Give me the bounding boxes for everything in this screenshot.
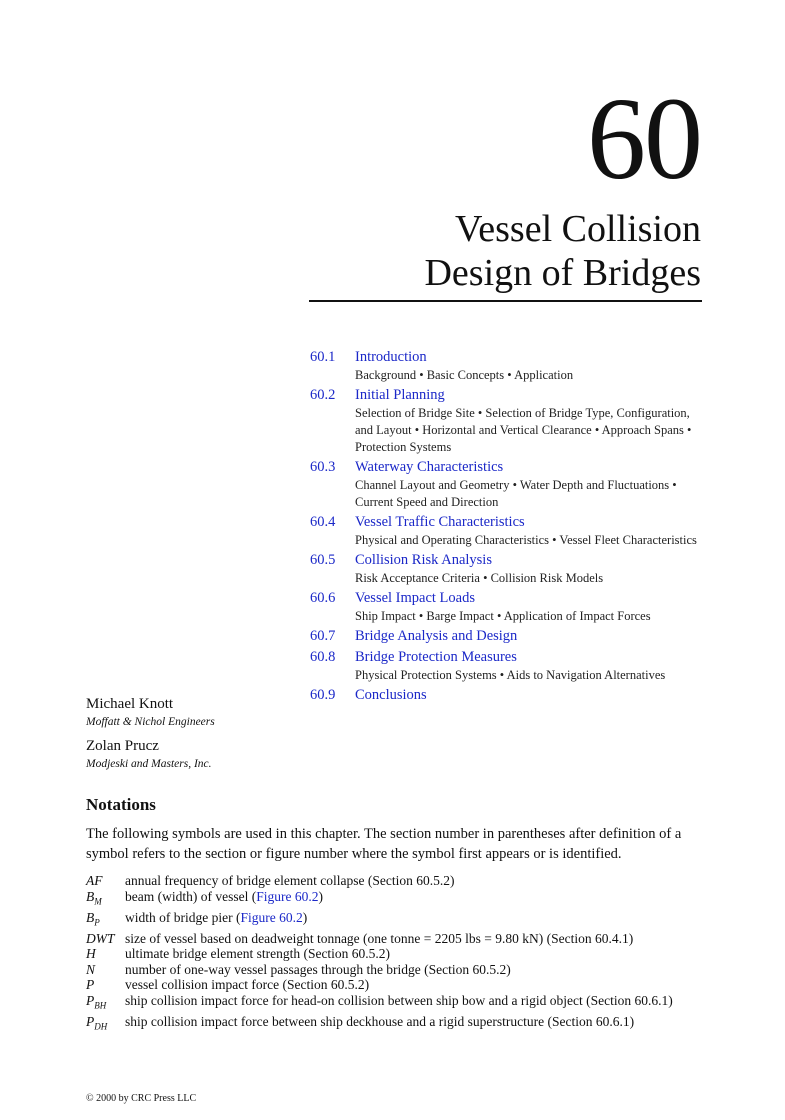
toc-entry-60-8 — [310, 648, 710, 684]
author-affiliation: Modjeski and Masters, Inc. — [86, 758, 212, 770]
toc-entry-60-6 — [310, 589, 710, 625]
chapter-title — [424, 207, 701, 295]
figure-link[interactable]: Figure 60.2 — [240, 909, 303, 925]
toc-entry-60-4 — [310, 513, 710, 549]
toc-number: 60.5 — [310, 552, 336, 568]
toc-number: 60.8 — [310, 649, 336, 665]
author-name: Zolan Prucz — [86, 738, 159, 754]
toc-subtopics: Ship Impact • Barge Impact • Application of Impact Forces — [355, 609, 651, 623]
notation-definition: annual frequency of bridge element collapse (Section 60.5.2) — [125, 873, 455, 888]
notation-row — [86, 910, 673, 931]
notation-row — [86, 889, 673, 910]
chapter-title-line-2: Design of Bridges — [424, 252, 701, 294]
toc-link-bridge-analysis[interactable]: Bridge Analysis and Design — [355, 628, 518, 644]
notation-row — [86, 931, 673, 947]
chapter-title-line-1: Vessel Collision — [455, 208, 701, 250]
toc-subtopics: Background • Basic Concepts • Application — [355, 368, 574, 382]
notation-definition: ultimate bridge element strength (Section 60.5.2) — [125, 946, 391, 962]
notation-symbol: H — [86, 946, 96, 962]
notation-definition: size of vessel based on deadweight tonnage (one tonne = 2205 lbs = 9.80 kN) (Section 60.4.1) — [125, 930, 634, 946]
toc-link-waterway-characteristics[interactable]: Waterway Characteristics — [355, 459, 504, 475]
toc-link-initial-planning[interactable]: Initial Planning — [355, 387, 445, 403]
notation-definition: number of one-way vessel passages through the bridge (Section 60.5.2) — [125, 961, 511, 977]
toc-subtopics: Risk Acceptance Criteria • Collision Risk Models — [355, 571, 604, 585]
chapter-number: 60 — [587, 73, 701, 204]
notation-symbol: DWT — [86, 930, 115, 946]
notation-symbol: N — [86, 961, 96, 977]
author-name: Michael Knott — [86, 696, 174, 712]
copyright-footer: © 2000 by CRC Press LLC — [86, 1093, 197, 1104]
toc-number: 60.4 — [310, 514, 336, 530]
toc-number: 60.3 — [310, 459, 336, 475]
notation-symbol: AF — [86, 873, 103, 888]
notation-symbol: P — [86, 977, 95, 993]
toc-link-collision-risk[interactable]: Collision Risk Analysis — [355, 552, 492, 568]
notation-definition: ship collision impact force between ship deckhouse and a rigid superstructure (Section 60.6.1) — [125, 1014, 635, 1030]
notation-symbol: $P_{BH}$ — [86, 992, 107, 1011]
toc-entry-60-1 — [310, 348, 710, 384]
toc-number: 60.1 — [310, 349, 336, 365]
toc-entry-60-2 — [310, 386, 710, 456]
toc-entry-60-7 — [310, 627, 710, 646]
toc-number: 60.6 — [310, 590, 336, 606]
notation-symbol: $B_P$ — [86, 909, 100, 928]
toc-number: 60.9 — [310, 687, 336, 703]
toc-entry-60-9 — [310, 686, 710, 705]
notation-row — [86, 1014, 673, 1035]
notations-table — [86, 873, 673, 1035]
notation-row — [86, 993, 673, 1014]
notation-definition: ship collision impact force for head-on collision between ship bow and a rigid object (Section 60.6.1) — [125, 992, 673, 1008]
notations-intro: The following symbols are used in this chapter. The section number in parentheses after definition of a symbol refers to the section or figure number where the symbol first appears or is identified. — [86, 826, 682, 862]
toc-entry-60-3 — [310, 458, 710, 511]
toc-link-conclusions[interactable]: Conclusions — [355, 687, 427, 703]
toc-subtopics: Channel Layout and Geometry • Water Depth and Fluctuations • Current Speed and Direction — [355, 478, 677, 509]
figure-link[interactable]: Figure 60.2 — [256, 888, 319, 904]
notations-heading: Notations — [86, 795, 156, 814]
notation-symbol: $B_M$ — [86, 888, 102, 907]
notation-definition: beam (width) of vessel (Figure 60.2) — [125, 888, 323, 904]
toc-entry-60-5 — [310, 551, 710, 587]
toc-subtopics: Physical and Operating Characteristics • Vessel Fleet Characteristics — [355, 533, 697, 547]
toc-subtopics: Selection of Bridge Site • Selection of Bridge Type, Configuration, and Layout • Horizontal and Vertical Clearance • Approach Spans • Protection Systems — [355, 406, 692, 454]
title-rule — [309, 300, 702, 302]
notation-row — [86, 977, 673, 993]
toc-subtopics: Physical Protection Systems • Aids to Navigation Alternatives — [355, 668, 666, 682]
toc-link-introduction[interactable]: Introduction — [355, 349, 427, 365]
toc-link-vessel-traffic[interactable]: Vessel Traffic Characteristics — [355, 514, 525, 530]
notation-row — [86, 962, 673, 978]
toc-number: 60.2 — [310, 387, 336, 403]
toc-link-bridge-protection[interactable]: Bridge Protection Measures — [355, 649, 517, 665]
notation-row — [86, 946, 673, 962]
notation-definition: width of bridge pier (Figure 60.2) — [125, 909, 308, 925]
toc-number: 60.7 — [310, 628, 336, 644]
toc-link-vessel-impact-loads[interactable]: Vessel Impact Loads — [355, 590, 475, 606]
notation-symbol: $P_{DH}$ — [86, 1014, 108, 1032]
authors — [86, 694, 215, 778]
notation-definition: vessel collision impact force (Section 60.5.2) — [125, 977, 370, 993]
table-of-contents — [310, 348, 710, 707]
author-affiliation: Moffatt & Nichol Engineers — [86, 716, 215, 728]
notation-row — [86, 873, 673, 889]
